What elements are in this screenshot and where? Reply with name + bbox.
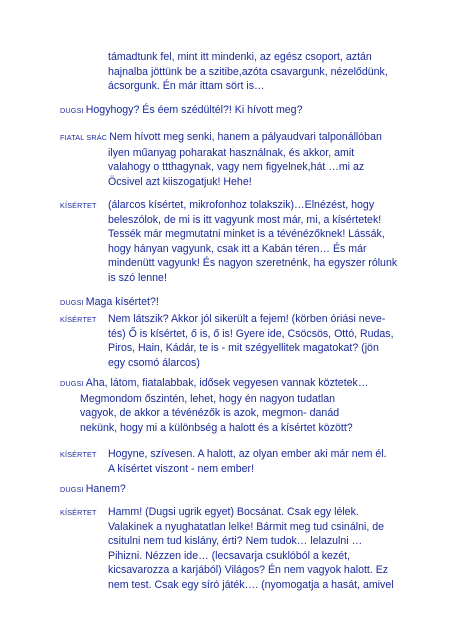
- dialogue-first-line: [60, 376, 450, 392]
- text-line: Hamm! (Dugsi ugrik egyet) Bocsánat. Csak egy lélek.: [108, 506, 359, 518]
- text-line: beleszólok, de mi is itt vagyunk most már, mi, a kísértetek!: [108, 213, 382, 226]
- text-line: ilyen műanyag poharakat használnak, és akkor, amit: [108, 146, 355, 159]
- text-line: Öcsivel azt kiiszogatjuk! Hehe!: [108, 175, 252, 188]
- text-line: csitulni nem tud kislány, érti? Nem tudok… lelazulni …: [108, 535, 363, 548]
- text-line: Piros, Hain, Kádár, te is - mit szégyellitek magatokat? (jön: [108, 342, 379, 355]
- dialogue-text: Hogyhogy? És éem szédültél?! Ki hívott meg?: [85, 104, 303, 116]
- dialogue-first-line: [60, 482, 440, 498]
- text-line: Valakinek a nyughatatlan lelke! Bármit meg tud csinálni, de: [108, 520, 384, 533]
- dialogue-first-line: [60, 103, 440, 119]
- text-line: Tessék már megmutatni minket is a tévénézőknek! Lássák,: [108, 228, 385, 241]
- dialogue-text: [108, 447, 428, 476]
- dialogue-text: Hanem?: [85, 483, 126, 495]
- text-line: vagyok, de akkor a tévénézők is azok, megmon- danád: [80, 407, 340, 420]
- text-line: hajnalba jöttünk be a szitibe,azóta csavargunk, nézelődünk,: [108, 65, 388, 78]
- dialogue-text: [108, 312, 428, 370]
- text-line: Megmondom őszintén, lehet, hogy én nagyon tudatlan: [80, 392, 336, 405]
- text-line: (álarcos kísértet, mikrofonhoz tolakszik)…Elnézést, hogy: [108, 199, 375, 211]
- dialogue-first-line: [60, 130, 440, 146]
- speaker-name: KÍSÉRTET: [60, 450, 97, 459]
- text-line: is szó lenne!: [108, 271, 167, 284]
- speaker-name: DUGSI: [60, 485, 84, 494]
- dialogue-text: [108, 146, 452, 190]
- text-line: támadtunk fel, mint itt mindenki, az egész csoport, aztán: [108, 51, 372, 63]
- dialogue-entry-dugsi: [60, 482, 440, 498]
- text-line: mindenütt vagyunk! És nagyon szeretnénk, ha egyszer rólunk: [108, 257, 398, 270]
- dialogue-text: [108, 50, 428, 94]
- dialogue-entry-dugsi: [60, 103, 440, 119]
- speaker-name: DUGSI: [60, 106, 84, 115]
- text-line: hogy hányan vagyunk, csak itt a Kabán téren… És már: [108, 242, 367, 255]
- text-line: Nem látszik? Akkor jól sikerült a fejem! (körben óriási neve-: [108, 313, 386, 325]
- dialogue-text: [108, 505, 428, 593]
- text-line: ácsorgunk. Én már ittam sört is…: [108, 80, 265, 93]
- dialogue-text: [80, 392, 452, 436]
- text-line: kicsavarozza a karjából) Világos? Én nem vagyok halott. Ez: [108, 564, 389, 577]
- speaker-name: FIATAL SRÁC: [60, 133, 108, 142]
- speaker-name: KÍSÉRTET: [60, 315, 97, 324]
- dialogue-text: [108, 198, 428, 286]
- dialogue-entry-dugsi: [60, 376, 450, 435]
- dialogue-text: Aha, látom, fiatalabbak, idősek vegyesen vannak köztetek…: [85, 377, 369, 389]
- speaker-name: DUGSI: [60, 379, 84, 388]
- dialogue-entry-dugsi: [60, 295, 440, 311]
- text-line: nem test. Csak egy síró játék…. (nyomogatja a hasát, amivel: [108, 578, 394, 591]
- speaker-name: KÍSÉRTET: [60, 201, 97, 210]
- text-line: valahogy o ttthagynak, vagy nem figyelnek,hát …mi az: [108, 161, 365, 174]
- text-line: nekünk, hogy mi a különbség a halott és a kísértet között?: [80, 421, 353, 434]
- dialogue-first-line: [60, 295, 440, 311]
- speaker-name: KÍSÉRTET: [60, 508, 97, 517]
- dialogue-text: Nem hívott meg senki, hanem a pályaudvari talponállóban: [109, 131, 382, 143]
- text-line: Hogyne, szívesen. A halott, az olyan ember aki már nem él.: [108, 448, 387, 460]
- text-line: tés) Ő is kísértet, ő is, ő is! Gyere ide, Csöcsös, Ottó, Rudas,: [108, 327, 394, 340]
- text-line: egy csomó álarcos): [108, 356, 200, 369]
- speaker-name: DUGSI: [60, 298, 84, 307]
- dialogue-entry-fiatal-srac: [60, 130, 440, 189]
- text-line: Pihizni. Nézzen ide… (lecsavarja csuklóból a kezét,: [108, 549, 351, 562]
- dialogue-text: Maga kísértet?!: [85, 296, 159, 308]
- text-line: A kísértet viszont - nem ember!: [108, 462, 255, 475]
